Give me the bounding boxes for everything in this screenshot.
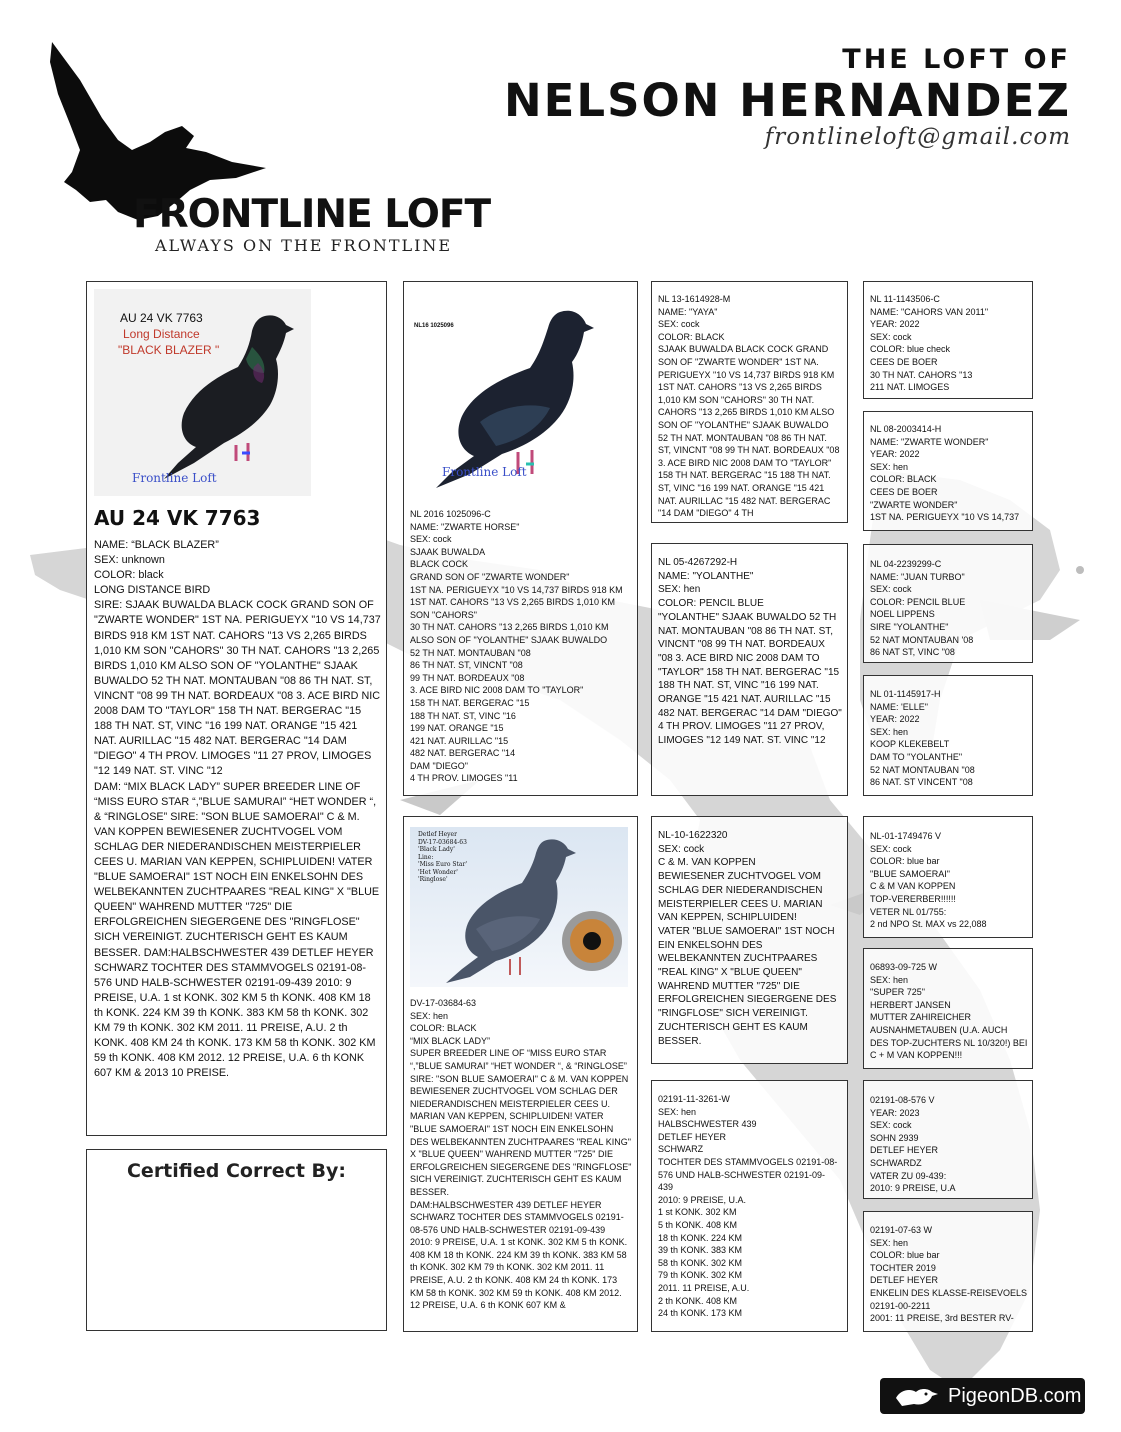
great-grandparent-7-details: 02191-08-576 V YEAR: 2023 SEX: cock SOHN 2939 DETLEF HEYER SCHWARDZ VATER ZU 09-439: 2010: 9 PREISE, U.A bbox=[870, 1095, 956, 1194]
grandparent-3-details: NL-10-1622320 SEX: cock C & M. VAN KOPPEN BEWIESENER ZUCHTVOGEL VOM SCHLAG DER NIEDERANDISCHEN MEISTERPIELER CEES U. MARIAN VAN KEPPEN, SCHIPLUIDEN! VATER "BLUE SAMOERAI" 1ST NOCH EIN ENKELSOHN DES WELBEKANNTEN ZUCHTPAARES "REAL KING" X "BLUE QUEEN" WAHREND MUTTER "725" DIE ERFOLGREICHEN SIEGERGENE DES "RINGFLOSE" SICH VEREINIGT. ZUCHTERISCH GEHT ES KAUM BESSER. bbox=[658, 830, 837, 1047]
great-grandparent-box-4 bbox=[863, 675, 1033, 796]
grandparent-4-details: 02191-11-3261-W SEX: hen HALBSCHWESTER 439 DETLEF HEYER SCHWARZ TOCHTER DES STAMMVOGELS 02191-08-576 UND HALB-SCHWESTER 02191-09-439 2010: 9 PREISE, U.A. 1 st KONK. 302 KM 5 th KONK. 408 KM 18 th KONK. 224 KM 39 th KONK. 383 KM 58 th KONK. 302 KM 79 th KONK. 302 KM 2011. 11 PREISE, A.U. 2 th KONK. 408 KM 24 th KONK. 173 KM bbox=[658, 1094, 838, 1319]
brand-name: FRONTLINE LOFT bbox=[133, 192, 491, 237]
dam-details: DV-17-03684-63 SEX: hen COLOR: BLACK “MIX BLACK LADY” SUPER BREEDER LINE OF “MISS EURO STAR “,”BLUE SAMURAI” “HET WONDER “, & “RINGLOSE” SIRE: "SON BLUE SAMOERAI" C & M. VAN KOPPEN BEWIESENER ZUCHTVOGEL VOM SCHLAG DER NIEDERANDISCHEN MEISTERPIELER CEES U. MARIAN VAN KEPPEN, SCHIPLUIDEN! VATER "BLUE SAMOERAI" 1ST NOCH EIN ENKELSOHN DES WELBEKANNTEN ZUCHTPAARES "REAL KING" X "BLUE QUEEN" WAHREND MUTTER "725" DIE ERFOLGREICHEN SIEGERGENE DES "RINGFLOSE" SICH VEREINIGT. ZUCHTERISCH GEHT ES KAUM BESSER. DAM:HALBSCHWESTER 439 DETLEF HEYER SCHWARZ TOCHTER DES STAMMVOGELS 02191-08-576 UND HALB-SCHWESTER 02191-09-439 2010: 9 PREISE, U.A. 1 st KONK. 302 KM 5 th KONK. 408 KM 18 th KONK. 224 KM 39 th KONK. 383 KM 58 th KONK. 302 KM 79 th KONK. 302 KM 2011. 11 PREISE, A.U. 2 th KONK. 408 KM 24 th KONK. 173 KM 58 th KONK. 302 KM 59 th KONK. 408 KM 2012. 12 PREISE, U.A. 6 th KONK 607 KM & bbox=[410, 998, 632, 1311]
main-photo-ring: AU 24 VK 7763 bbox=[120, 311, 203, 325]
sire-photo bbox=[410, 298, 632, 498]
main-photo-line3: "BLACK BLAZER " bbox=[118, 343, 220, 357]
grandparent-1-details: NL 13-1614928-M NAME: "YAYA" SEX: cock COLOR: BLACK SJAAK BUWALDA BLACK COCK GRAND SON OF "ZWARTE WONDER" 1ST NA. PERIGUEYX "10 VS 14,737 BIRDS 918 KM 1ST NAT. CAHORS "13 VS 2,265 BIRDS 1,010 KM SON "CAHORS" 30 TH NAT. CAHORS "13 2,265 BIRDS 1,010 KM ALSO SON OF "YOLANTHE" SJAAK BUWALDO 52 TH NAT. MONTAUBAN "08 86 TH NAT. ST, VINCNT "08 99 TH NAT. BORDEAUX "08 3. ACE BIRD NIC 2008 DAM TO "TAYLOR" 158 TH NAT. BERGERAC "15 188 TH NAT. ST, VINC "16 199 NAT. ORANGE "15 421 NAT. AURILLAC "15 482 NAT. BERGERAC "14 DAM "DIEGO" 4 TH bbox=[658, 294, 840, 519]
pigeon-eye-icon bbox=[560, 909, 624, 973]
main-bird-card bbox=[86, 281, 387, 1136]
dam-photo bbox=[410, 827, 628, 987]
pigeondb-logo-icon bbox=[892, 1384, 940, 1408]
great-grandparent-box-6 bbox=[863, 948, 1033, 1069]
sire-photo-ring: NL16 1025096 bbox=[414, 323, 454, 329]
great-grandparent-3-details: NL 04-2239299-C NAME: "JUAN TURBO" SEX: cock COLOR: PENCIL BLUE NOEL LIPPENS SIRE "YOLANTHE" 52 NAT MONTAUBAN '08 86 NAT ST, VINC "08 bbox=[870, 559, 974, 658]
great-grandparent-box-8 bbox=[863, 1211, 1033, 1332]
great-grandparent-box-2 bbox=[863, 411, 1033, 531]
grandparent-box-4 bbox=[651, 1080, 848, 1332]
grandparent-box-1 bbox=[651, 281, 848, 523]
dam-photo-caption: Detlef Heyer DV-17-03684-63 'Black Lady' Line: 'Miss Euro Star' 'Het Wonder' 'Ringlose' bbox=[418, 831, 468, 883]
dam-card bbox=[403, 816, 638, 1332]
great-grandparent-box-7 bbox=[863, 1080, 1033, 1199]
grandparent-box-3 bbox=[651, 816, 848, 1064]
pigeondb-badge[interactable] bbox=[880, 1378, 1085, 1414]
sire-photo-watermark: Frontline Loft bbox=[442, 465, 527, 479]
certified-box bbox=[86, 1149, 387, 1331]
main-bird-details: NAME: “BLACK BLAZER” SEX: unknown COLOR: black LONG DISTANCE BIRD SIRE: SJAAK BUWALDA BLACK COCK GRAND SON OF "ZWARTE WONDER" 1ST NA. PERIGUEYX "10 VS 14,737 BIRDS 918 KM 1ST NAT. CAHORS "13 VS 2,265 BIRDS 1,010 KM SON "CAHORS" 30 TH NAT. CAHORS "13 2,265 BIRDS 1,010 KM ALSO SON OF "YOLANTHE" SJAAK BUWALDO 52 TH NAT. MONTAUBAN "08 86 TH NAT. ST, VINCNT "08 99 TH NAT. BORDEAUX "08 3. ACE BIRD NIC 2008 DAM TO "TAYLOR" 158 TH NAT. BERGERAC "15 188 TH NAT. ST, VINC "16 199 NAT. ORANGE "15 421 NAT. AURILLAC "15 482 NAT. BERGERAC "14 DAM "DIEGO" 4 TH PROV. LIMOGES "11 27 PROV, LIMOGES "12 149 NAT. ST. VINC "12 DAM: “MIX BLACK LADY” SUPER BREEDER LINE OF “MISS EURO STAR “,”BLUE SAMURAI” “HET WONDER “, & “RINGLOSE” SIRE: "SON BLUE SAMOERAI" C & M. VAN KOPPEN BEWIESENER ZUCHTVOGEL VOM SCHLAG DER NIEDERANDISCHEN MEISTERPIELER CEES U. MARIAN VAN KEPPEN, SCHIPLUIDEN! VATER "BLUE SAMOERAI" 1ST NOCH EIN ENKELSOHN DES WELBEKANNTEN ZUCHTPAARES "REAL KING" X "BLUE QUEEN" WAHREND MUTTER "725" DIE ERFOLGREICHEN SIEGERGENE DES "RINGFLOSE" SICH VEREINIGT. ZUCHTERISCH GEHT ES KAUM BESSER. DAM:HALBSCHWESTER 439 DETLEF HEYER SCHWARZ TOCHTER DES STAMMVOGELS 02191-08-576 UND HALB-SCHWESTER 02191-09-439 2010: 9 PREISE, U.A. 1 st KONK. 302 KM 5 th KONK. 408 KM 18 th KONK. 224 KM 39 th KONK. 383 KM 58 th KONK. 302 KM 79 th KONK. 302 KM 2011. 11 PREISE, A.U. 2 th KONK. 408 KM 24 th KONK. 173 KM 58 th KONK. 302 KM 59 th KONK. 408 KM 2012. 12 PREISE, U.A. 6 th KONK 607 KM & 2013 10 PREISE. bbox=[94, 539, 381, 1080]
main-photo-watermark: Frontline Loft bbox=[132, 471, 217, 485]
main-bird-ring: AU 24 VK 7763 bbox=[94, 506, 261, 530]
pigeon-dark-icon bbox=[430, 302, 600, 492]
brand-tagline: ALWAYS ON THE FRONTLINE bbox=[155, 236, 453, 255]
grandparent-box-2 bbox=[651, 543, 848, 796]
pigeondb-label: PigeonDB.com bbox=[948, 1384, 1082, 1407]
sire-card bbox=[403, 281, 638, 796]
sire-details: NL 2016 1025096-C NAME: "ZWARTE HORSE" SEX: cock SJAAK BUWALDA BLACK COCK GRAND SON OF "ZWARTE WONDER" 1ST NA. PERIGUEYX "10 VS 14,737 BIRDS 918 KM 1ST NAT. CAHORS "13 VS 2,265 BIRDS 1,010 KM SON "CAHORS" 30 TH NAT. CAHORS "13 2,265 BIRDS 1,010 KM ALSO SON OF "YOLANTHE" SJAAK BUWALDO 52 TH NAT. MONTAUBAN "08 86 TH NAT. ST, VINCNT "08 99 TH NAT. BORDEAUX "08 3. ACE BIRD NIC 2008 DAM TO "TAYLOR" 158 TH NAT. BERGERAC "15 188 TH NAT. ST, VINC "16 199 NAT. ORANGE "15 421 NAT. AURILLAC "15 482 NAT. BERGERAC "14 DAM "DIEGO" 4 TH PROV. LIMOGES "11 bbox=[410, 509, 623, 784]
main-bird-photo bbox=[94, 289, 311, 496]
great-grandparent-box-5 bbox=[863, 816, 1033, 938]
certified-label: Certified Correct By: bbox=[126, 1160, 347, 1182]
great-grandparent-2-details: NL 08-2003414-H NAME: "ZWARTE WONDER" YEAR: 2022 SEX: hen COLOR: BLACK CEES DE BOER "ZWARTE WONDER" 1ST NA. PERIGUEYX "10 VS 14,737 bbox=[870, 424, 1020, 523]
great-grandparent-box-3 bbox=[863, 544, 1033, 663]
great-grandparent-box-1 bbox=[863, 281, 1033, 399]
pigeon-black-icon bbox=[154, 303, 304, 483]
header-email: frontlineloft@gmail.com bbox=[764, 124, 1071, 150]
header-line1: THE LOFT OF bbox=[842, 44, 1071, 75]
main-photo-line2: Long Distance bbox=[123, 327, 200, 341]
great-grandparent-8-details: 02191-07-63 W SEX: hen COLOR: blue bar TOCHTER 2019 DETLEF HEYER ENKELIN DES KLASSE-REISEVOELS 02191-00-2211 2001: 11 PREISE, 3rd BESTER RV- bbox=[870, 1225, 1028, 1324]
header-owner-name: NELSON HERNANDEZ bbox=[504, 74, 1071, 127]
great-grandparent-5-details: NL-01-1749476 V SEX: cock COLOR: blue bar "BLUE SAMOERAI" C & M VAN KOPPEN TOP-VERERBER!!!!!! VETER NL 01/755: 2 nd NPO St. MAX vs 22,088 bbox=[870, 831, 987, 930]
great-grandparent-1-details: NL 11-1143506-C NAME: "CAHORS VAN 2011" YEAR: 2022 SEX: cock COLOR: blue check CEES DE BOER 30 TH NAT. CAHORS "13 211 NAT. LIMOGES bbox=[870, 294, 989, 393]
grandparent-2-details: NL 05-4267292-H NAME: "YOLANTHE" SEX: hen COLOR: PENCIL BLUE "YOLANTHE" SJAAK BUWALDO 52 TH NAT. MONTAUBAN "08 86 TH NAT. ST, VINCNT "08 99 TH NAT. BORDEAUX "08 3. ACE BIRD NIC 2008 DAM TO "TAYLOR" 158 TH NAT. BERGERAC "15 188 TH NAT. ST, VINC "16 199 NAT. ORANGE "15 421 NAT. AURILLAC "15 482 NAT. BERGERAC "14 DAM "DIEGO" 4 TH PROV. LIMOGES "11 27 PROV, LIMOGES "12 149 NAT. ST. VINC "12 bbox=[658, 557, 842, 747]
great-grandparent-4-details: NL 01-1145917-H NAME: 'ELLE" YEAR: 2022 SEX: hen KOOP KLEKEBELT DAM TO "YOLANTHE" 52 NAT MONTAUBAN "08 86 NAT. ST VINCENT "08 bbox=[870, 689, 975, 788]
great-grandparent-6-details: 06893-09-725 W SEX: hen "SUPER 725" HERBERT JANSEN MUTTER ZAHIREICHER AUSNAHMETAUBEN (U.A. AUCH DES TOP-ZUCHTERS NL 10/320!) BEI C + M VAN KOPPEN!!! bbox=[870, 962, 1028, 1061]
